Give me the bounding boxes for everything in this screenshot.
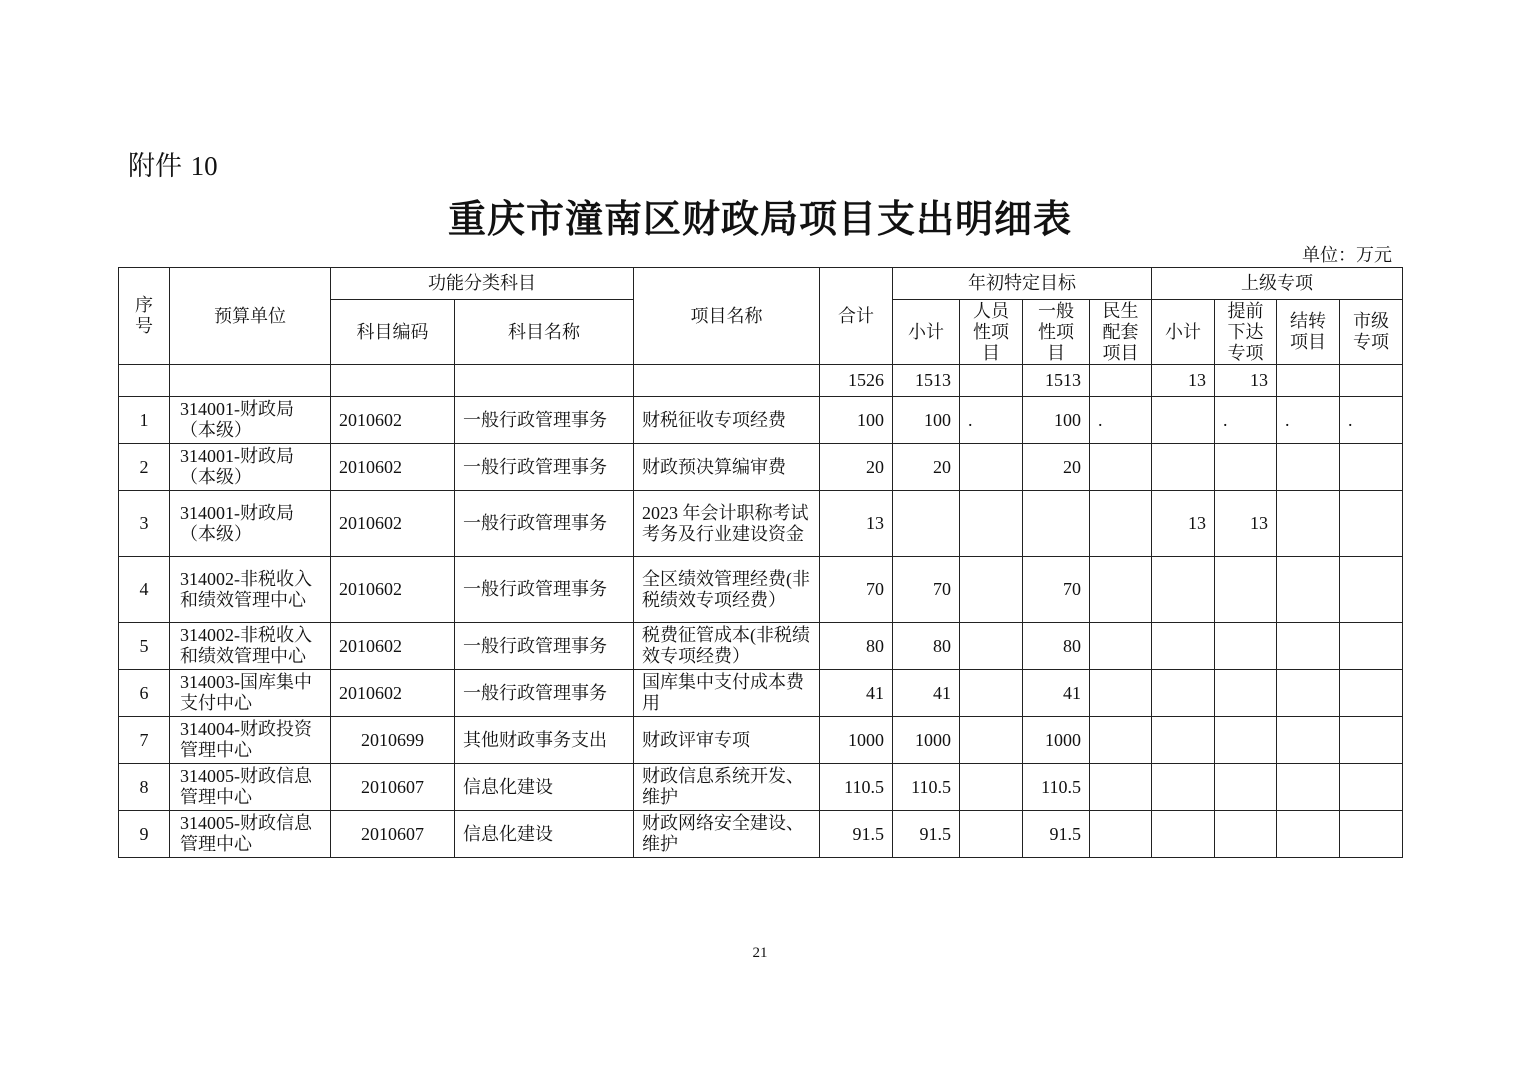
header-class-name: 科目名称 [455,300,634,365]
cell-total: 110.5 [820,764,893,811]
cell-code: 2010602 [331,623,455,670]
cell-total: 41 [820,670,893,717]
cell-carryover [1277,811,1340,858]
cell-class-name: 一般行政管理事务 [455,623,634,670]
cell-carryover: . [1277,397,1340,444]
cell-class-name: 一般行政管理事务 [455,397,634,444]
cell-city [1340,491,1403,557]
cell-unit: 314004-财政投资管理中心 [170,717,331,764]
cell-seq: 6 [119,670,170,717]
cell-advance [1215,444,1277,491]
cell-city [1340,670,1403,717]
cell-livelihood: . [1090,397,1152,444]
cell-project: 2023 年会计职称考试考务及行业建设资金 [634,491,820,557]
cell-carryover [1277,444,1340,491]
cell-city [1340,557,1403,623]
cell-unit: 314005-财政信息管理中心 [170,764,331,811]
cell-livelihood [1090,444,1152,491]
cell-subtotal [893,491,960,557]
cell-city [1340,811,1403,858]
totals-superior-subtotal: 13 [1152,365,1215,397]
cell-subtotal: 110.5 [893,764,960,811]
cell-code: 2010602 [331,557,455,623]
cell-seq: 4 [119,557,170,623]
cell-unit: 314002-非税收入和绩效管理中心 [170,623,331,670]
cell-sup-subtotal [1152,557,1215,623]
cell-unit: 314003-国库集中支付中心 [170,670,331,717]
cell-subtotal: 100 [893,397,960,444]
cell-code: 2010607 [331,811,455,858]
cell-code: 2010602 [331,670,455,717]
table-row [119,764,1403,811]
page-title: 重庆市潼南区财政局项目支出明细表 [447,197,1072,241]
cell-project: 财税征收专项经费 [634,397,820,444]
cell-project: 财政评审专项 [634,717,820,764]
cell-sup-subtotal [1152,717,1215,764]
cell-unit: 314001-财政局（本级） [170,491,331,557]
page-number: 21 [752,945,768,961]
cell-total: 13 [820,491,893,557]
table-row [119,623,1403,670]
cell-seq: 2 [119,444,170,491]
cell-livelihood [1090,491,1152,557]
cell-carryover [1277,623,1340,670]
table-row [119,491,1403,557]
cell-code: 2010602 [331,491,455,557]
cell-sup-subtotal [1152,764,1215,811]
cell-unit: 314002-非税收入和绩效管理中心 [170,557,331,623]
cell-subtotal: 41 [893,670,960,717]
cell-advance [1215,717,1277,764]
cell-city [1340,444,1403,491]
cell-code: 2010607 [331,764,455,811]
totals-advance: 13 [1215,365,1277,397]
cell-subtotal: 20 [893,444,960,491]
cell-sup-subtotal [1152,811,1215,858]
unit-label: 单位：万元 [1302,245,1392,265]
header-personnel: 人员性项目 [960,300,1023,365]
header-city: 市级专项 [1340,300,1403,365]
cell-general: 70 [1023,557,1090,623]
cell-unit: 314005-财政信息管理中心 [170,811,331,858]
cell-carryover [1277,670,1340,717]
header-func-class: 功能分类科目 [331,268,634,300]
cell-personnel [960,623,1023,670]
cell-subtotal: 91.5 [893,811,960,858]
cell-advance [1215,764,1277,811]
cell-total: 80 [820,623,893,670]
header-advance: 提前下达专项 [1215,300,1277,365]
cell-city [1340,623,1403,670]
cell-subtotal: 70 [893,557,960,623]
totals-general: 1513 [1023,365,1090,397]
cell-general: 110.5 [1023,764,1090,811]
cell-carryover [1277,491,1340,557]
header-annual-target: 年初特定目标 [893,268,1152,300]
cell-carryover [1277,557,1340,623]
cell-code: 2010602 [331,397,455,444]
cell-subtotal: 1000 [893,717,960,764]
cell-livelihood [1090,557,1152,623]
cell-advance [1215,811,1277,858]
table-row [119,444,1403,491]
cell-project: 财政网络安全建设、维护 [634,811,820,858]
cell-total: 70 [820,557,893,623]
cell-project: 国库集中支付成本费用 [634,670,820,717]
cell-general: 20 [1023,444,1090,491]
cell-general: 80 [1023,623,1090,670]
cell-livelihood [1090,670,1152,717]
cell-seq: 3 [119,491,170,557]
header-seq: 序号 [119,268,170,365]
cell-class-name: 一般行政管理事务 [455,444,634,491]
header-livelihood: 民生配套项目 [1090,300,1152,365]
cell-seq: 9 [119,811,170,858]
cell-general: 91.5 [1023,811,1090,858]
header-total: 合计 [820,268,893,365]
project-expenditure-table [118,267,1403,858]
header-project: 项目名称 [634,268,820,365]
cell-city [1340,717,1403,764]
cell-sup-subtotal [1152,397,1215,444]
cell-personnel [960,717,1023,764]
cell-personnel [960,764,1023,811]
cell-sup-subtotal: 13 [1152,491,1215,557]
cell-advance [1215,623,1277,670]
cell-city [1340,764,1403,811]
cell-total: 91.5 [820,811,893,858]
table-row [119,670,1403,717]
cell-advance [1215,670,1277,717]
cell-personnel [960,811,1023,858]
cell-sup-subtotal [1152,670,1215,717]
cell-livelihood [1090,717,1152,764]
totals-total: 1526 [820,365,893,397]
header-general: 一般性项目 [1023,300,1090,365]
cell-code: 2010602 [331,444,455,491]
cell-class-name: 其他财政事务支出 [455,717,634,764]
cell-total: 1000 [820,717,893,764]
cell-project: 财政信息系统开发、维护 [634,764,820,811]
cell-sup-subtotal [1152,444,1215,491]
header-superior-subtotal: 小计 [1152,300,1215,365]
cell-personnel [960,670,1023,717]
table-row [119,557,1403,623]
cell-general: 1000 [1023,717,1090,764]
table-row [119,811,1403,858]
cell-advance: 13 [1215,491,1277,557]
cell-personnel [960,557,1023,623]
cell-advance [1215,557,1277,623]
cell-total: 20 [820,444,893,491]
cell-seq: 1 [119,397,170,444]
cell-total: 100 [820,397,893,444]
cell-project: 全区绩效管理经费(非税绩效专项经费） [634,557,820,623]
cell-code: 2010699 [331,717,455,764]
cell-project: 财政预决算编审费 [634,444,820,491]
cell-general: 100 [1023,397,1090,444]
cell-livelihood [1090,623,1152,670]
cell-unit: 314001-财政局（本级） [170,397,331,444]
cell-sup-subtotal [1152,623,1215,670]
cell-carryover [1277,764,1340,811]
cell-seq: 5 [119,623,170,670]
cell-personnel: . [960,397,1023,444]
table-row [119,397,1403,444]
header-superior: 上级专项 [1152,268,1403,300]
cell-seq: 7 [119,717,170,764]
header-code: 科目编码 [331,300,455,365]
cell-class-name: 一般行政管理事务 [455,491,634,557]
totals-row [119,365,1403,397]
cell-general [1023,491,1090,557]
cell-class-name: 一般行政管理事务 [455,670,634,717]
attachment-label [128,144,218,183]
cell-livelihood [1090,764,1152,811]
header-unit: 预算单位 [170,268,331,365]
cell-personnel [960,491,1023,557]
cell-livelihood [1090,811,1152,858]
cell-general: 41 [1023,670,1090,717]
cell-personnel [960,444,1023,491]
attachment-prefix: 附件 [128,151,182,182]
header-subtotal: 小计 [893,300,960,365]
cell-carryover [1277,717,1340,764]
cell-seq: 8 [119,764,170,811]
cell-project: 税费征管成本(非税绩效专项经费） [634,623,820,670]
attachment-number: 10 [190,151,218,181]
cell-class-name: 信息化建设 [455,811,634,858]
cell-subtotal: 80 [893,623,960,670]
cell-advance: . [1215,397,1277,444]
cell-class-name: 信息化建设 [455,764,634,811]
header-carryover: 结转项目 [1277,300,1340,365]
cell-city: . [1340,397,1403,444]
cell-unit: 314001-财政局（本级） [170,444,331,491]
totals-subtotal: 1513 [893,365,960,397]
table-row [119,717,1403,764]
cell-class-name: 一般行政管理事务 [455,557,634,623]
